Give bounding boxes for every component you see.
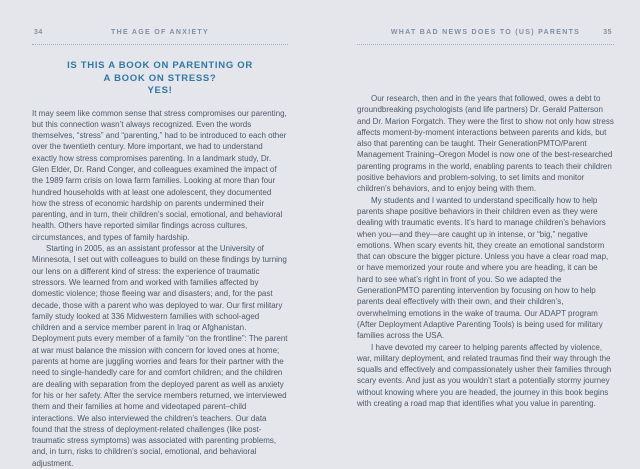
paragraph: My students and I wanted to understand specifically how to help parents shape positive behaviors in their children even as they were dealing with traumatic events. It’s hard to manage children’s behaviors when you—and they—are caught up in intense, or “big,” negative emotions. When scary events hit, they create an emotional sandstorm that can obscure the bigger picture. Unless you have a clear road map, or have memorized your route and where you are heading, it can be hard to see what’s right in front of you. So we adapted the GenerationPMTO parenting intervention by focusing on how to help parents deal effectively with their own, and their children’s, overwhelming emotions in the wake of trauma. Our ADAPT program (After Deployment Adaptive Parenting Tools) is being used for military families across the USA.	[357, 195, 614, 342]
body-text-right	[357, 93, 614, 409]
paragraph: Starting in 2005, as an assistant professor at the University of Minnesota, I set out with colleagues to build on these findings by turning our lens on a different kind of stress: the experience of traumatic stressors. We learned from and worked with families affected by domestic violence; those fleeing war and disasters; and, for the past decade, those with a parent who was deployed to war. Our first military family study looked at 336 Midwestern families with school-aged children and a service member parent in Iraq or Afghanistan. Deployment puts every member of a family “on the frontline”: The parent at war must balance the mission with concern for loved ones at home; parents at home are juggling worries and fears for their partner with the need to single-handedly care for and comfort children; and the children are dealing with separation from the deployed parent as well as anxiety for his or her safety. After the service members returned, we interviewed them and their families at home and videotaped parent–child interactions. We also interviewed the children’s teachers. Our data found that the stress of deployment-related challenges (like post-traumatic stress symptoms) was associated with parenting problems, and, in turn, risks to children’s social, emotional, and behavioral adjustment.	[32, 243, 288, 469]
running-head-right-label: WHAT BAD NEWS DOES TO (US) PARENTS	[391, 29, 580, 36]
page-number-right: 35	[603, 28, 612, 38]
heading-line-1: IS THIS A BOOK ON PARENTING OR	[32, 60, 288, 73]
body-text-left	[32, 108, 288, 469]
chapter-heading	[32, 60, 288, 98]
heading-line-3: YES!	[32, 85, 288, 98]
running-header-left	[32, 28, 288, 45]
page-right	[357, 28, 614, 409]
paragraph: I have devoted my career to helping parents affected by violence, war, military deployment, and related traumas find their way through the squalls and effectively and compassionately usher their families through scary events. And just as you wouldn’t start a potentially stormy journey without knowing where you are headed, the journey in this book begins with creating a road map that identifies what you value in parenting.	[357, 342, 614, 410]
page-left	[32, 28, 288, 469]
paragraph: Our research, then and in the years that followed, owes a debt to groundbreaking psychologists (and life partners) Dr. Gerald Patterson and Dr. Marion Forgatch. They were the first to show not only how stress affects moment-by-moment interactions between parents and kids, but also that parenting can be taught. Their GenerationPMTO/Parent Management Training–Oregon Model is now one of the best-researched parenting programs in the world, enabling parents to teach their children positive behaviors and problem-solving, to set limits and monitor children’s behaviors, and to enjoy being with them.	[357, 93, 614, 195]
running-head-left-label: THE AGE OF ANXIETY	[111, 29, 209, 36]
running-header-right	[357, 28, 614, 45]
paragraph: It may seem like common sense that stress compromises our parenting, but this connection wasn’t always recognized. Even the words themselves, “stress” and “parenting,” had to be introduced to each other over the twentieth century. More important, we had to understand exactly how stress compromises parenting. In a landmark study, Dr. Glen Elder, Dr. Rand Conger, and colleagues examined the impact of the 1989 farm crisis on Iowa farm families. Looking at more than four hundred households with at least one adolescent, they documented how the stress of economic hardship on parents undermined their parenting, and in turn, their children’s social, emotional, and behavioral health. Others have reported similar findings across cultures, circumstances, and types of family hardship.	[32, 108, 288, 244]
page-number-left: 34	[34, 28, 43, 38]
heading-line-2: A BOOK ON STRESS?	[32, 73, 288, 86]
